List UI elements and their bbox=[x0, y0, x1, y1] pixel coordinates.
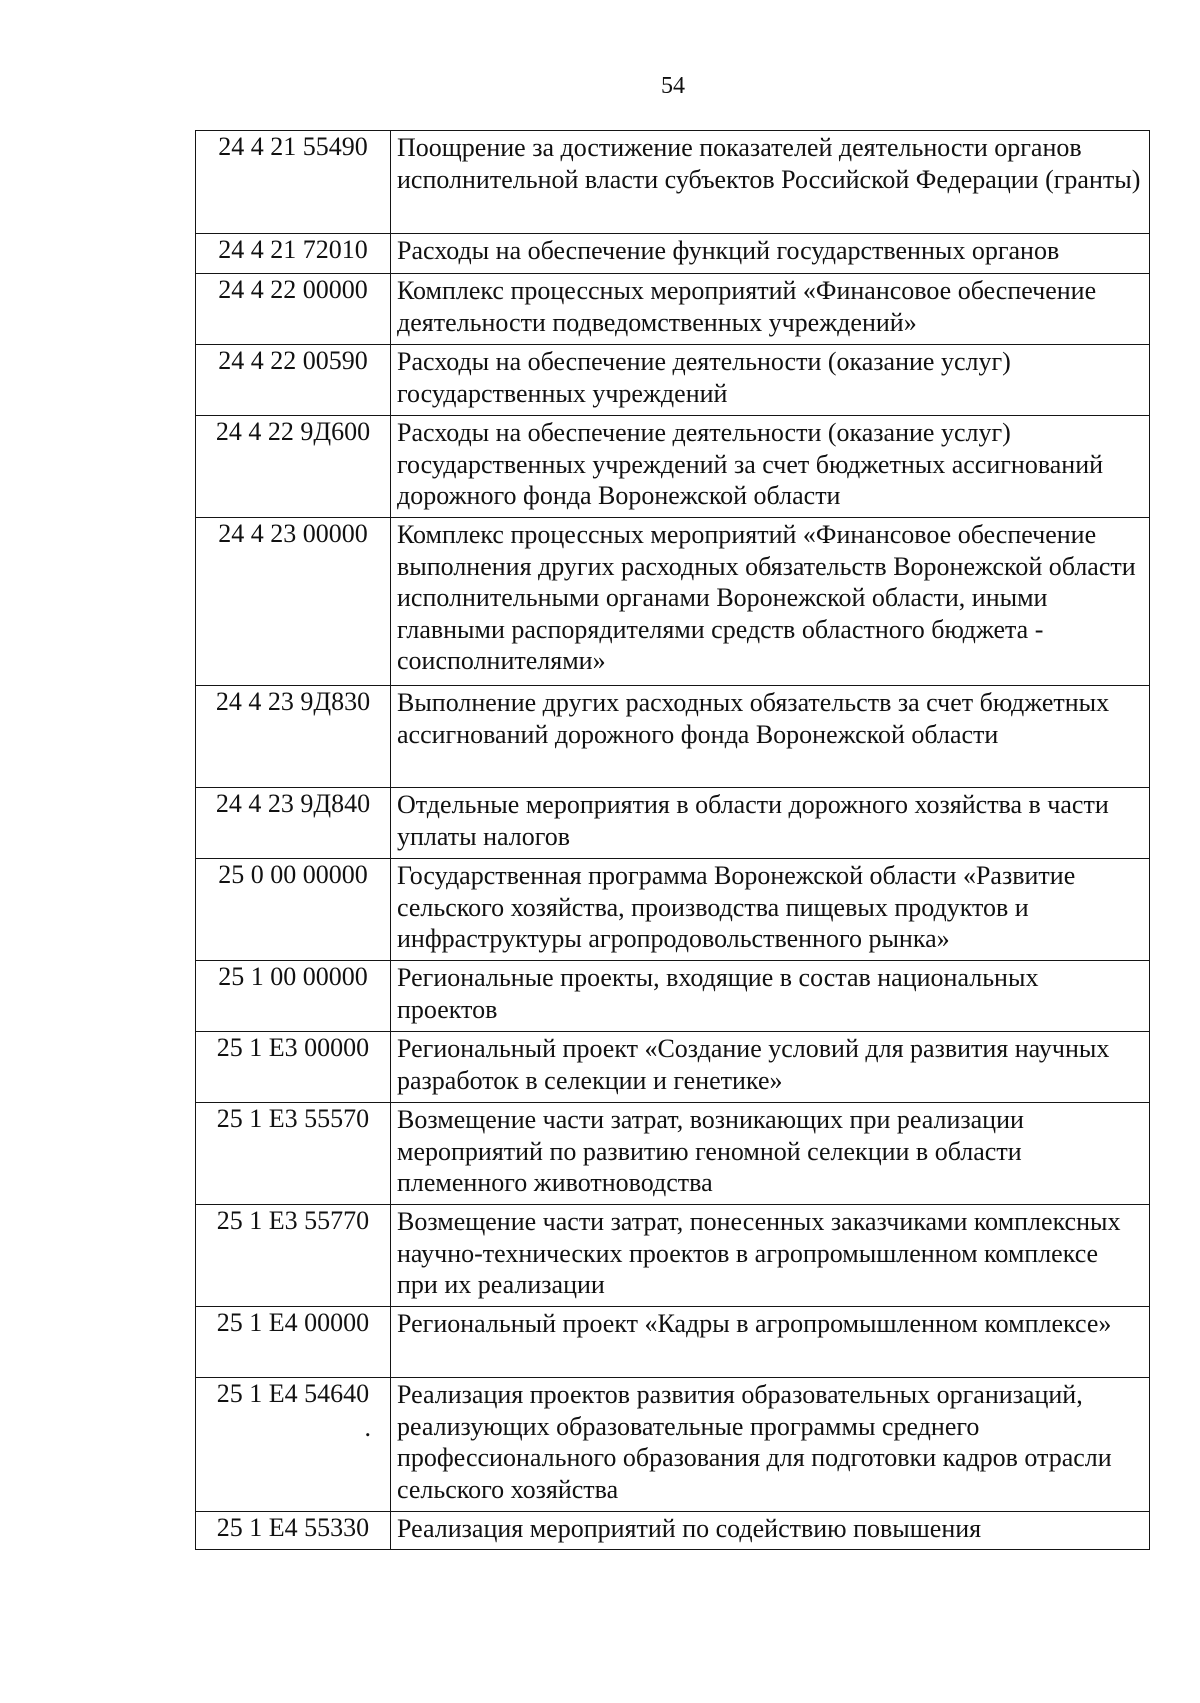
code-value: 25 1 Е4 54640 bbox=[216, 1379, 370, 1408]
table-row bbox=[196, 1205, 1150, 1307]
table-row bbox=[196, 1378, 1150, 1512]
table-row bbox=[196, 518, 1150, 686]
table-row bbox=[196, 788, 1150, 859]
description-cell: Комплекс процессных мероприятий «Финансовое обеспечение деятельности подведомственных учреждений» bbox=[391, 274, 1150, 345]
code-cell: 25 1 Е3 00000 bbox=[196, 1032, 391, 1103]
code-cell: 24 4 23 00000 bbox=[196, 518, 391, 686]
code-cell: 24 4 21 55490 bbox=[196, 131, 391, 234]
description-cell: Отдельные мероприятия в области дорожного хозяйства в части уплаты налогов bbox=[391, 788, 1150, 859]
table-row bbox=[196, 961, 1150, 1032]
description-cell: Региональный проект «Создание условий для развития научных разработок в селекции и генетике» bbox=[391, 1032, 1150, 1103]
page-number: 54 bbox=[661, 73, 685, 99]
budget-classification-table bbox=[195, 130, 1150, 1550]
table-row bbox=[196, 1103, 1150, 1205]
table-row bbox=[196, 416, 1150, 518]
table-body bbox=[196, 131, 1150, 1550]
stray-mark: . bbox=[364, 1412, 371, 1442]
description-cell: Расходы на обеспечение функций государственных органов bbox=[391, 234, 1150, 274]
table-row bbox=[196, 274, 1150, 345]
table-row bbox=[196, 234, 1150, 274]
description-cell: Региональный проект «Кадры в агропромышленном комплексе» bbox=[391, 1307, 1150, 1378]
table-row bbox=[196, 345, 1150, 416]
description-cell: Государственная программа Воронежской области «Развитие сельского хозяйства, производства пищевых продуктов и инфраструктуры агропродовольственного рынка» bbox=[391, 859, 1150, 961]
code-cell: 24 4 23 9Д840 bbox=[196, 788, 391, 859]
code-cell: 25 1 Е3 55770 bbox=[196, 1205, 391, 1307]
description-cell: Реализация мероприятий по содействию повышения bbox=[391, 1512, 1150, 1550]
description-cell: Выполнение других расходных обязательств за счет бюджетных ассигнований дорожного фонда Воронежской области bbox=[391, 686, 1150, 788]
code-cell: 24 4 23 9Д830 bbox=[196, 686, 391, 788]
description-cell: Поощрение за достижение показателей деятельности органов исполнительной власти субъектов Российской Федерации (гранты) bbox=[391, 131, 1150, 234]
code-cell: 25 1 00 00000 bbox=[196, 961, 391, 1032]
code-cell: 25 1 Е4 55330 bbox=[196, 1512, 391, 1550]
description-cell: Возмещение части затрат, возникающих при реализации мероприятий по развитию геномной селекции в области племенного животноводства bbox=[391, 1103, 1150, 1205]
code-cell: 24 4 22 9Д600 bbox=[196, 416, 391, 518]
table-row bbox=[196, 1307, 1150, 1378]
code-cell: 24 4 21 72010 bbox=[196, 234, 391, 274]
code-cell bbox=[196, 1378, 391, 1512]
description-cell: Возмещение части затрат, понесенных заказчиками комплексных научно-технических проектов в агропромышленном комплексе при их реализации bbox=[391, 1205, 1150, 1307]
table-row bbox=[196, 859, 1150, 961]
table-row bbox=[196, 1032, 1150, 1103]
description-cell: Региональные проекты, входящие в состав национальных проектов bbox=[391, 961, 1150, 1032]
table-row bbox=[196, 686, 1150, 788]
description-cell: Расходы на обеспечение деятельности (оказание услуг) государственных учреждений за счет бюджетных ассигнований дорожного фонда Воронежской области bbox=[391, 416, 1150, 518]
code-cell: 24 4 22 00590 bbox=[196, 345, 391, 416]
code-cell: 25 1 Е4 00000 bbox=[196, 1307, 391, 1378]
code-cell: 25 1 Е3 55570 bbox=[196, 1103, 391, 1205]
description-cell: Комплекс процессных мероприятий «Финансовое обеспечение выполнения других расходных обязательств Воронежской области исполнительными органами Воронежской области, иными главными распорядителями средств областного бюджета - соисполнителями» bbox=[391, 518, 1150, 686]
table-row bbox=[196, 131, 1150, 234]
description-cell: Реализация проектов развития образовательных организаций, реализующих образовательные программы среднего профессионального образования для подготовки кадров отрасли сельского хозяйства bbox=[391, 1378, 1150, 1512]
description-cell: Расходы на обеспечение деятельности (оказание услуг) государственных учреждений bbox=[391, 345, 1150, 416]
table-row bbox=[196, 1512, 1150, 1550]
code-cell: 24 4 22 00000 bbox=[196, 274, 391, 345]
code-cell: 25 0 00 00000 bbox=[196, 859, 391, 961]
